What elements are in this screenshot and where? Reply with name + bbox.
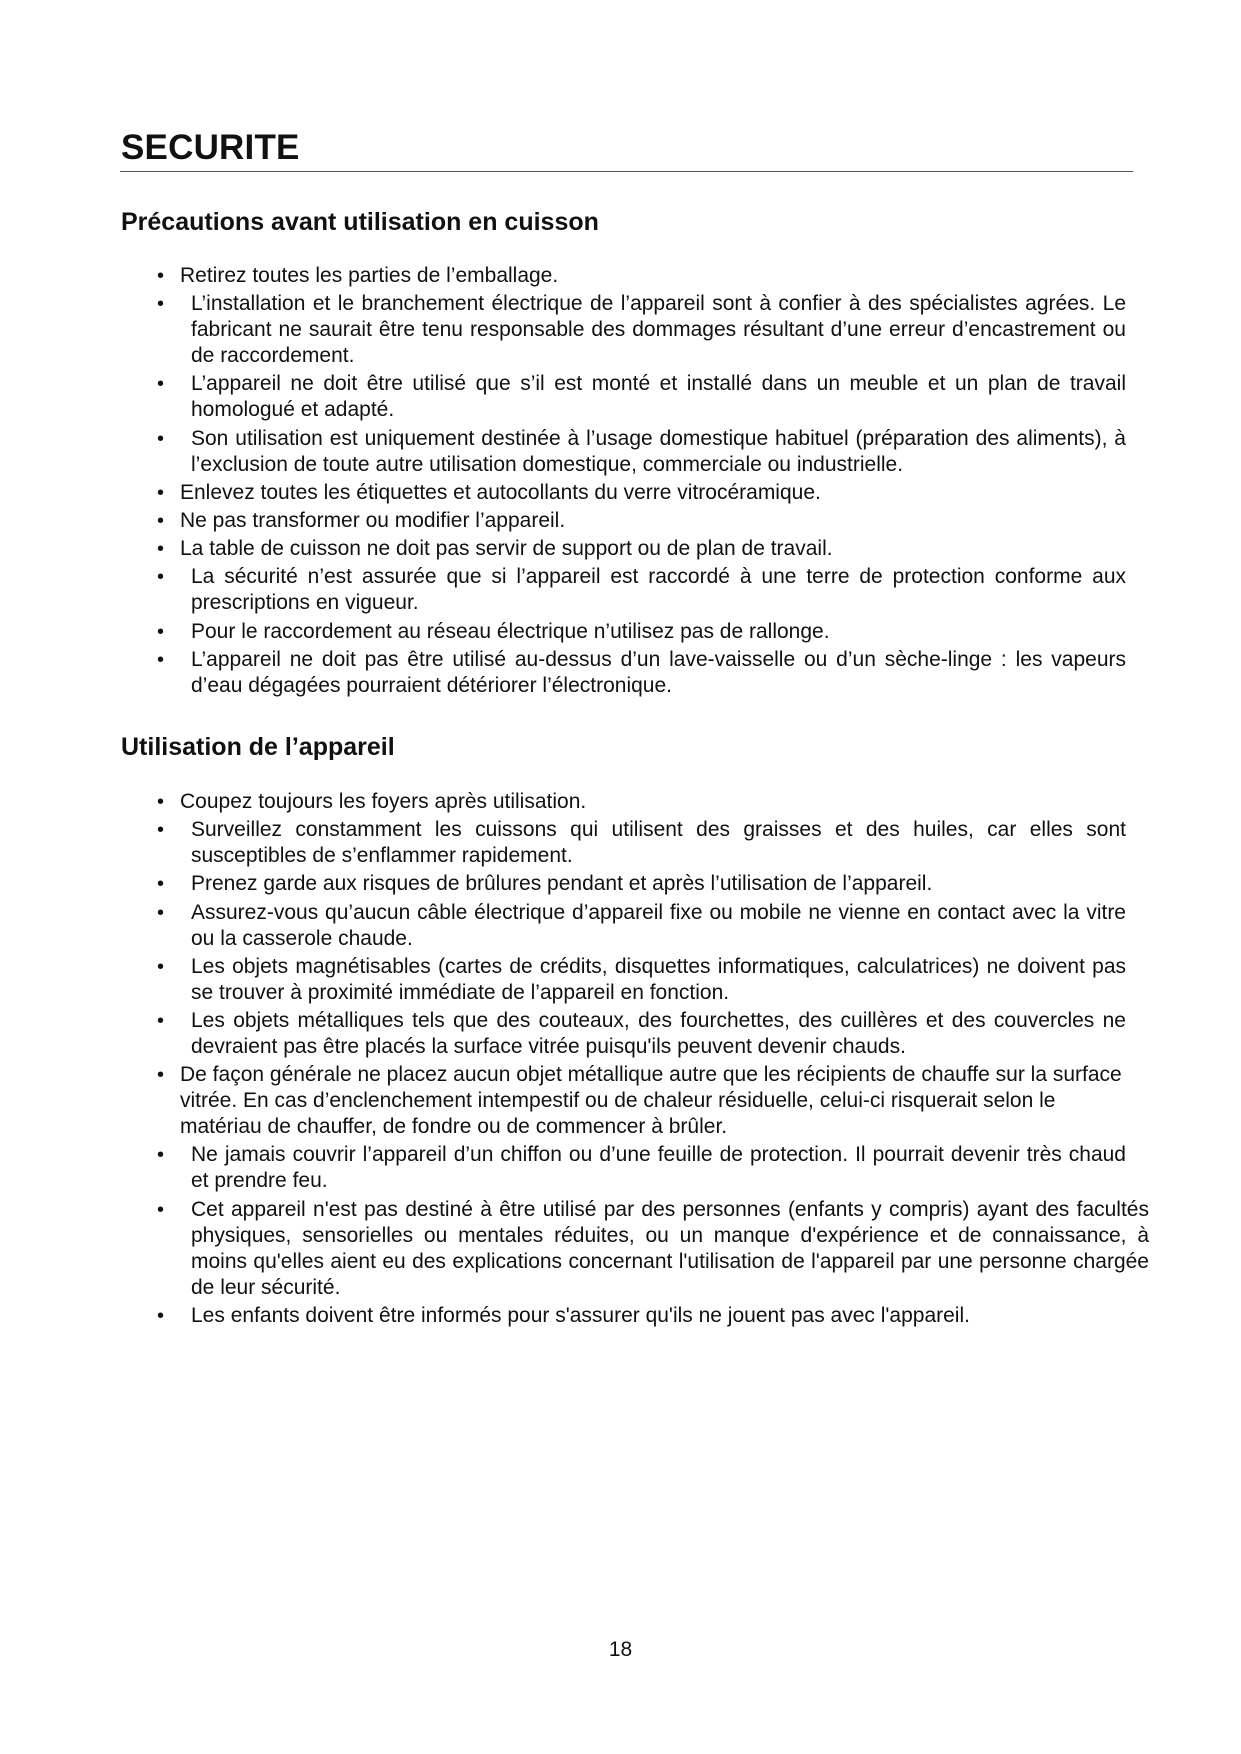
page-number: 18 — [608, 1638, 633, 1661]
section-heading-utilisation: Utilisation de l’appareil — [121, 733, 395, 761]
list-item: • Les enfants doivent être informés pour s'assurer qu'ils ne jouent pas avec l'appareil. — [0, 1303, 1126, 1329]
list-item: • Retirez toutes les parties de l’emballage. — [0, 263, 1126, 289]
list-item: • Les objets métalliques tels que des couteaux, des fourchettes, des cuillères et des couvercles ne devraient pas être placés la surface vitrée puisqu'ils peuvent devenir chauds. — [0, 1008, 1126, 1060]
page-title: SECURITE — [121, 128, 300, 167]
section-heading-precautions: Précautions avant utilisation en cuisson — [121, 208, 599, 236]
list-item: • Pour le raccordement au réseau électrique n’utilisez pas de rallonge. — [0, 619, 1126, 645]
list-item: • Surveillez constamment les cuissons qui utilisent des graisses et des huiles, car elles sont susceptibles de s’enflammer rapidement. — [0, 817, 1126, 869]
precautions-list — [0, 263, 1241, 701]
list-item: • Prenez garde aux risques de brûlures pendant et après l’utilisation de l’appareil. — [0, 871, 1126, 897]
list-item: • L’installation et le branchement électrique de l’appareil sont à confier à des spécialistes agrées. Le fabricant ne saurait être tenu responsable des dommages résultant d’une erreur d’encastrement ou de raccordement. — [0, 291, 1126, 369]
list-item: • Ne jamais couvrir l’appareil d’un chiffon ou d’une feuille de protection. Il pourrait devenir très chaud et prendre feu. — [0, 1142, 1126, 1194]
title-divider — [120, 171, 1133, 172]
list-item: • La sécurité n’est assurée que si l’appareil est raccordé à une terre de protection conforme aux prescriptions en vigueur. — [0, 564, 1126, 616]
list-item: • Cet appareil n'est pas destiné à être utilisé par des personnes (enfants y compris) ayant des facultés physiques, sensorielles ou mentales réduites, ou un manque d'expérience et de connaissance, à moins qu'elles aient eu des explications concernant l'utilisation de l'appareil par une personne chargée de leur sécurité. — [0, 1197, 1149, 1301]
list-item: • La table de cuisson ne doit pas servir de support ou de plan de travail. — [0, 536, 1126, 562]
list-item: • Assurez-vous qu’aucun câble électrique d’appareil fixe ou mobile ne vienne en contact avec la vitre ou la casserole chaude. — [0, 900, 1126, 952]
list-item: • Ne pas transformer ou modifier l’appareil. — [0, 508, 1126, 534]
list-item: • L’appareil ne doit être utilisé que s’il est monté et installé dans un meuble et un plan de travail homologué et adapté. — [0, 371, 1126, 423]
utilisation-list — [0, 789, 1241, 1331]
list-item: • Les objets magnétisables (cartes de crédits, disquettes informatiques, calculatrices) ne doivent pas se trouver à proximité immédiate de l’appareil en fonction. — [0, 954, 1126, 1006]
list-item: • L’appareil ne doit pas être utilisé au-dessus d’un lave-vaisselle ou d’un sèche-linge : les vapeurs d’eau dégagées pourraient détériorer l’électronique. — [0, 647, 1126, 699]
list-item: • Son utilisation est uniquement destinée à l’usage domestique habituel (préparation des aliments), à l’exclusion de toute autre utilisation domestique, commerciale ou industrielle. — [0, 426, 1126, 478]
list-item: • De façon générale ne placez aucun objet métallique autre que les récipients de chauffe sur la surface vitrée. En cas d’enclenchement intempestif ou de chaleur résiduelle, celui-ci risquerait selon le matériau de chauffer, de fondre ou de commencer à brûler. — [0, 1062, 1126, 1140]
list-item: • Coupez toujours les foyers après utilisation. — [0, 789, 1126, 815]
list-item: • Enlevez toutes les étiquettes et autocollants du verre vitrocéramique. — [0, 480, 1126, 506]
